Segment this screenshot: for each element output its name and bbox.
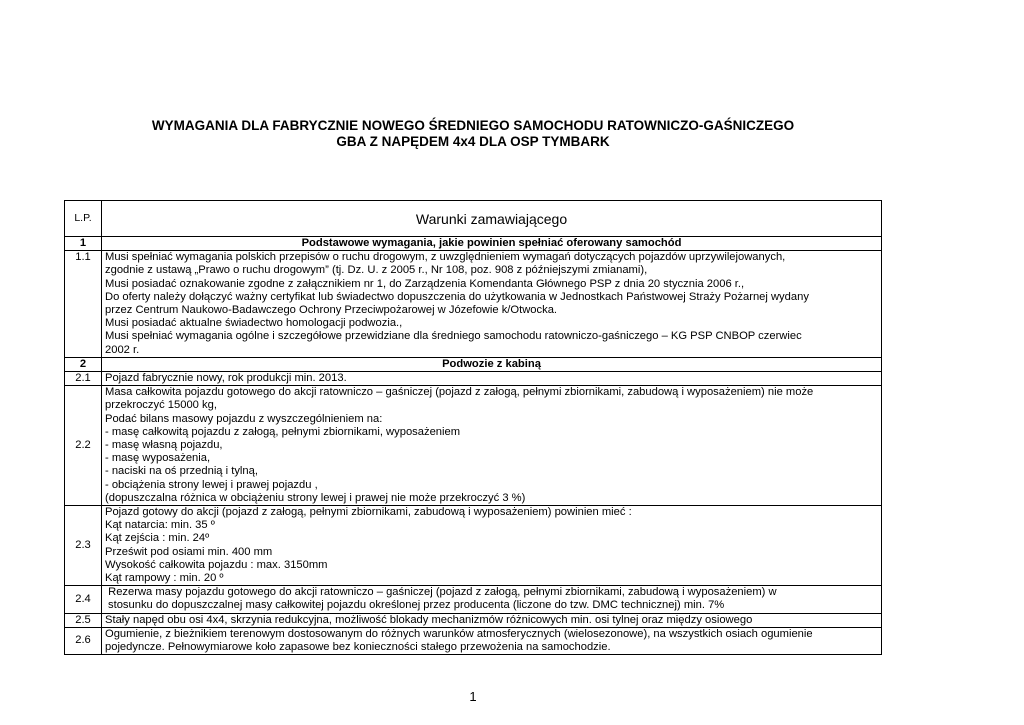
section-number: 1 <box>65 237 102 251</box>
row-number: 2.3 <box>65 506 102 586</box>
text-line: - obciążenia strony lewej i prawej pojazdu , <box>105 478 318 491</box>
row-text <box>102 386 882 506</box>
document-title <box>0 118 946 150</box>
text-line: Musi posiadać oznakowanie zgodne z załącznikiem nr 1, do Zarządzenia Komendanta Głównego PSP z dnia 20 stycznia 2006 r., <box>105 277 745 290</box>
text-line: Musi spełniać wymagania ogólne i szczegółowe przewidziane dla średniego samochodu ratowniczo-gaśniczego – KG PSP CNBOP czerwiec <box>105 330 802 343</box>
text-line: pojedyncze. Pełnowymiarowe koło zapasowe bez konieczności stałego przewożenia na samochodzie. <box>105 641 611 654</box>
text-line: Rezerwa masy pojazdu gotowego do akcji ratowniczo – gaśniczej (pojazd z załogą, pełnymi zbiornikami, zabudową i wyposażeniem) w <box>105 586 777 599</box>
row-text <box>102 586 882 613</box>
row-number: 2.4 <box>65 586 102 613</box>
row-text <box>102 613 882 627</box>
text-line: stosunku do dopuszczalnej masy całkowitej pojazdu określonej przez producenta (liczone do tzw. DMC technicznej) min. 7% <box>108 599 725 612</box>
text-line: Musi posiadać aktualne świadectwo homologacji podwozia., <box>105 317 403 330</box>
text-line: Kąt natarcia: min. 35 º <box>105 519 215 532</box>
text-line: przekroczyć 15000 kg, <box>105 399 217 412</box>
row-number: 2.6 <box>65 627 102 654</box>
header-lp: L.P. <box>65 201 102 237</box>
header-conditions: Warunki zamawiającego <box>102 201 882 237</box>
section-title: Podwozie z kabiną <box>102 357 882 371</box>
text-line: - naciski na oś przednią i tylną, <box>105 465 258 478</box>
text-line: Podać bilans masowy pojazdu z wyszczególnieniem na: <box>105 412 383 425</box>
table-row <box>65 251 882 358</box>
text-line: Ogumienie, z bieżnikiem terenowym dostosowanym do różnych warunków atmosferycznych (wielosezonowe), na wszystkich osiach ogumienie <box>105 627 813 640</box>
text-line: przez Centrum Naukowo-Badawczego Ochrony Przeciwpożarowej w Józefowie k/Otwocka. <box>105 304 558 317</box>
text-line: Prześwit pod osiami min. 400 mm <box>105 545 273 558</box>
section-number: 2 <box>65 357 102 371</box>
row-text <box>102 627 882 654</box>
table-row <box>65 372 882 386</box>
section-title: Podstawowe wymagania, jakie powinien spełniać oferowany samochód <box>102 237 882 251</box>
table-row <box>65 586 882 613</box>
row-number: 2.1 <box>65 372 102 386</box>
table-header-row <box>65 201 882 237</box>
row-text <box>102 251 882 358</box>
row-number: 2.5 <box>65 613 102 627</box>
text-line: (dopuszczalna różnica w obciążeniu strony lewej i prawej nie może przekroczyć 3 %) <box>105 491 526 504</box>
title-line-1: WYMAGANIA DLA FABRYCZNIE NOWEGO ŚREDNIEGO SAMOCHODU RATOWNICZO-GAŚNICZEGO <box>151 118 795 133</box>
table-row <box>65 506 882 586</box>
requirements-table <box>64 200 882 655</box>
text-line: Kąt rampowy : min. 20 º <box>105 572 224 585</box>
row-text <box>102 506 882 586</box>
section-row-2 <box>65 357 882 371</box>
text-line: Kąt zejścia : min. 24º <box>105 532 210 545</box>
page-number: 1 <box>469 689 477 704</box>
text-line: Masa całkowita pojazdu gotowego do akcji ratowniczo – gaśniczej (pojazd z załogą, pełnymi zbiornikami, zabudową i wyposażeniem) nie może <box>105 386 814 399</box>
row-number: 1.1 <box>65 251 102 358</box>
table-row <box>65 627 882 654</box>
title-line-2: GBA Z NAPĘDEM 4x4 DLA OSP TYMBARK <box>336 134 610 149</box>
text-line: Pojazd fabrycznie nowy, rok produkcji min. 2013. <box>105 372 347 385</box>
text-line: Musi spełniać wymagania polskich przepisów o ruchu drogowym, z uwzględnieniem wymagań dotyczących pojazdów uprzywilejowanych, <box>105 251 786 264</box>
text-line: Wysokość całkowita pojazdu : max. 3150mm <box>105 558 328 571</box>
text-line: - masę całkowitą pojazdu z załogą, pełnymi zbiornikami, wyposażeniem <box>105 425 461 438</box>
table-row <box>65 613 882 627</box>
table-row <box>65 386 882 506</box>
text-line: - masę wyposażenia, <box>105 452 211 465</box>
text-line: - masę własną pojazdu, <box>105 439 223 452</box>
row-number: 2.2 <box>65 386 102 506</box>
row-text <box>102 372 882 386</box>
text-line: 2002 r. <box>105 343 140 356</box>
text-line: Do oferty należy dołączyć ważny certyfikat lub świadectwo dopuszczenia do użytkowania w Jednostkach Państwowej Straży Pożarnej wydany <box>105 290 809 303</box>
text-line: Stały napęd obu osi 4x4, skrzynia redukcyjna, możliwość blokady mechanizmów różnicowych min. osi tylnej oraz między osiowego <box>105 613 753 626</box>
section-row-1 <box>65 237 882 251</box>
text-line: zgodnie z ustawą „Prawo o ruchu drogowym” (tj. Dz. U. z 2005 r., Nr 108, poz. 908 z późniejszymi zmianami), <box>105 264 648 277</box>
text-line: Pojazd gotowy do akcji (pojazd z załogą, pełnymi zbiornikami, zabudową i wyposażeniem) powinien mieć : <box>105 506 632 519</box>
